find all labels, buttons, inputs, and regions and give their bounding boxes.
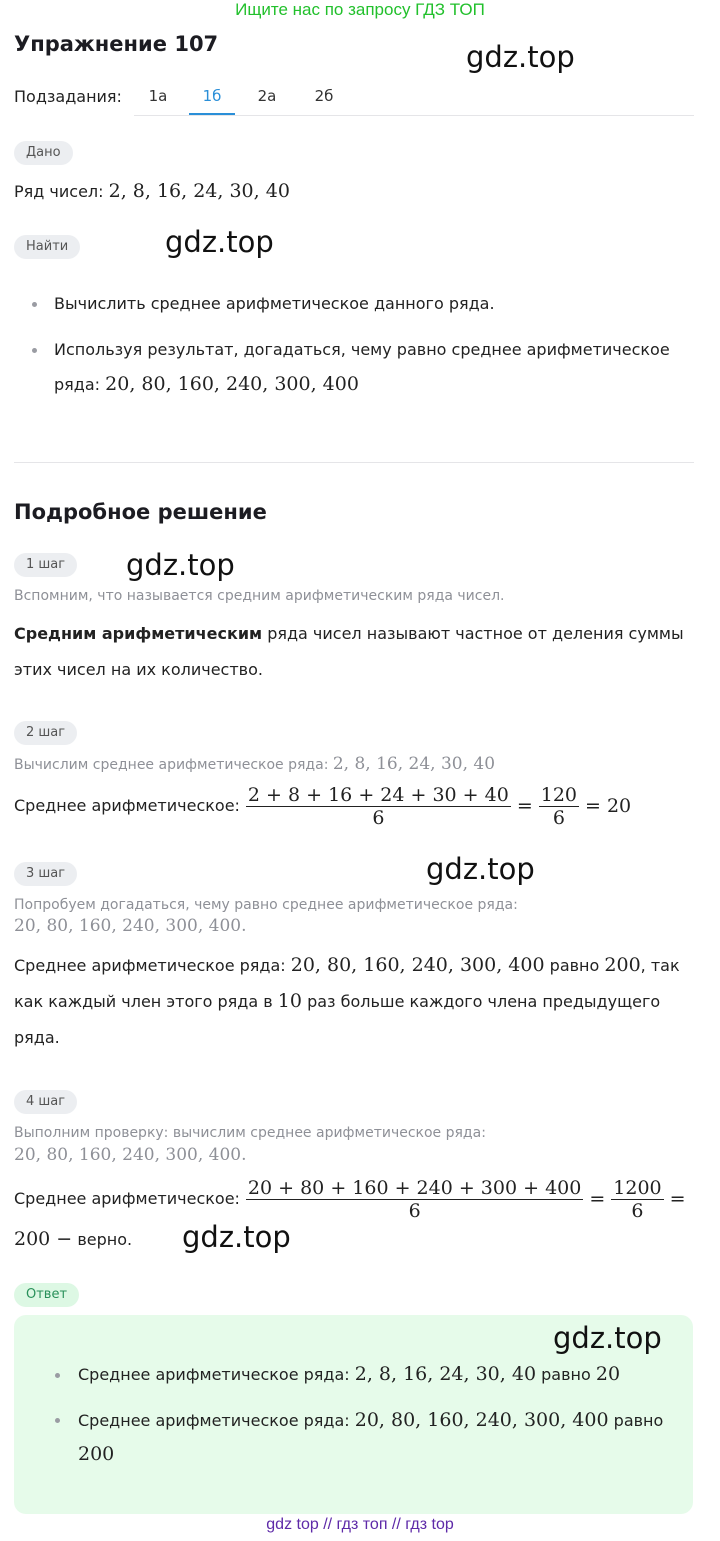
step1-badge: 1 шаг (14, 553, 77, 577)
step2-label: Среднее арифметическое: (14, 796, 240, 815)
step4-formula (14, 1170, 686, 1228)
step1-definition-rest: ряда чисел называют частное от деления суммы (262, 624, 684, 643)
find-item-2-cont (54, 373, 359, 396)
step1-definition-line2: этих чисел на их количество. (14, 660, 263, 679)
exercise-title: Упражнение 107 (14, 32, 219, 56)
find-item-2-label: ряда: (54, 375, 101, 394)
step1-hint: Вспомним, что называется средним арифметическим ряда чисел. (14, 588, 505, 604)
step3-badge: 3 шаг (14, 862, 77, 886)
tab-1b[interactable]: 1б (202, 87, 222, 105)
step3-line2-rest: раз больше каждого члена предыдущего (307, 992, 661, 1011)
find-badge: Найти (14, 235, 80, 259)
watermark: gdz.top (165, 225, 274, 259)
fraction-denominator: 6 (408, 1199, 421, 1222)
answer-item-1-equals: равно (541, 1365, 591, 1384)
step2-badge: 2 шаг (14, 721, 77, 745)
step3-line2 (14, 990, 660, 1013)
answer-item-1-value: 20 (595, 1363, 621, 1385)
step3-value: 200 (604, 954, 641, 976)
solution-heading: Подробное решение (14, 500, 267, 524)
watermark: gdz.top (126, 548, 235, 582)
given-badge: Дано (14, 141, 73, 165)
answer-badge: Ответ (14, 1283, 79, 1307)
step3-line3: ряда. (14, 1028, 60, 1047)
answer-item-2 (78, 1409, 663, 1432)
answer-item-2-series: 20, 80, 160, 240, 300, 400 (354, 1409, 609, 1431)
bullet (55, 1418, 60, 1423)
section-divider (14, 462, 694, 463)
find-item-2: Используя результат, догадаться, чему равно среднее арифметическое (54, 340, 670, 359)
equals-sign: = (516, 795, 533, 817)
answer-item-2-equals: равно (613, 1411, 664, 1430)
fraction-denominator: 6 (372, 806, 385, 829)
step4-label: Среднее арифметическое: (14, 1189, 240, 1208)
find-item-1: Вычислить среднее арифметическое данного ряда. (54, 294, 495, 313)
equals-sign: = (669, 1188, 686, 1210)
find-series: 20, 80, 160, 240, 300, 400 (105, 373, 359, 395)
answer-item-2-value: 200 (78, 1443, 115, 1465)
step4-verdict: верно. (77, 1230, 133, 1249)
step4-badge: 4 шаг (14, 1090, 77, 1114)
subtasks-label: Подзадания: (14, 87, 122, 106)
step3-equals-word: равно (549, 956, 600, 975)
step4-result: 200 − (14, 1228, 73, 1250)
step2-fraction-1 (246, 784, 511, 829)
step3-line1-text: Среднее арифметическое ряда: (14, 956, 286, 975)
watermark: gdz.top (426, 852, 535, 886)
answer-item-1 (78, 1363, 620, 1386)
tab-1a[interactable]: 1а (148, 87, 168, 105)
step2-formula (14, 778, 631, 834)
answer-item-1-series: 2, 8, 16, 24, 30, 40 (354, 1363, 537, 1385)
step3-hint-math: 20, 80, 160, 240, 300, 400. (14, 916, 247, 936)
fraction-numerator: 2 + 8 + 16 + 24 + 30 + 40 (247, 783, 509, 806)
step2-hint (14, 754, 495, 774)
step3-line2-text: как каждый член этого ряда в (14, 992, 273, 1011)
fraction-denominator: 6 (552, 806, 565, 829)
step4-hint: Выполним проверку: вычислим среднее арифметическое ряда: (14, 1125, 486, 1141)
step4-line2 (14, 1228, 132, 1251)
step2-fraction-2 (539, 784, 579, 829)
given-series: 2, 8, 16, 24, 30, 40 (108, 180, 290, 202)
step2-hint-text: Вычислим среднее арифметическое ряда: (14, 757, 329, 773)
step4-fraction-1 (246, 1177, 583, 1222)
bullet (55, 1373, 60, 1378)
bullet (32, 302, 37, 307)
step4-hint-math: 20, 80, 160, 240, 300, 400. (14, 1145, 247, 1165)
step4-fraction-2 (611, 1177, 663, 1222)
given-text: Ряд чисел: (14, 182, 104, 201)
fraction-numerator: 120 (540, 783, 577, 806)
watermark: gdz.top (182, 1220, 291, 1254)
step1-definition (14, 623, 684, 645)
given-line (14, 180, 290, 203)
step3-multiplier: 10 (277, 990, 302, 1012)
footer-links[interactable]: gdz top // гдз топ // гдз top (266, 1516, 454, 1533)
tab-2a[interactable]: 2а (257, 87, 277, 105)
step3-line1 (14, 954, 680, 977)
answer-item-1-text: Среднее арифметическое ряда: (78, 1365, 350, 1384)
fraction-numerator: 1200 (613, 1176, 662, 1199)
fraction-numerator: 20 + 80 + 160 + 240 + 300 + 400 (247, 1176, 582, 1199)
step3-line1-end: , так (640, 956, 680, 975)
tabs-divider (134, 115, 694, 116)
equals-sign: = (589, 1188, 606, 1210)
step1-bold-term: Средним арифметическим (14, 624, 263, 643)
active-tab-indicator (189, 113, 235, 115)
top-banner: Ищите нас по запросу ГДЗ ТОП (235, 0, 485, 19)
watermark: gdz.top (466, 40, 575, 74)
step2-hint-math: 2, 8, 16, 24, 30, 40 (332, 754, 496, 774)
step2-result: = 20 (585, 795, 632, 817)
step3-series: 20, 80, 160, 240, 300, 400 (290, 954, 545, 976)
tab-2b[interactable]: 2б (314, 87, 334, 105)
step3-hint: Попробуем догадаться, чему равно среднее арифметическое ряда: (14, 897, 518, 913)
fraction-denominator: 6 (631, 1199, 644, 1222)
bullet (32, 348, 37, 353)
watermark: gdz.top (553, 1321, 662, 1355)
answer-item-2-text: Среднее арифметическое ряда: (78, 1411, 350, 1430)
